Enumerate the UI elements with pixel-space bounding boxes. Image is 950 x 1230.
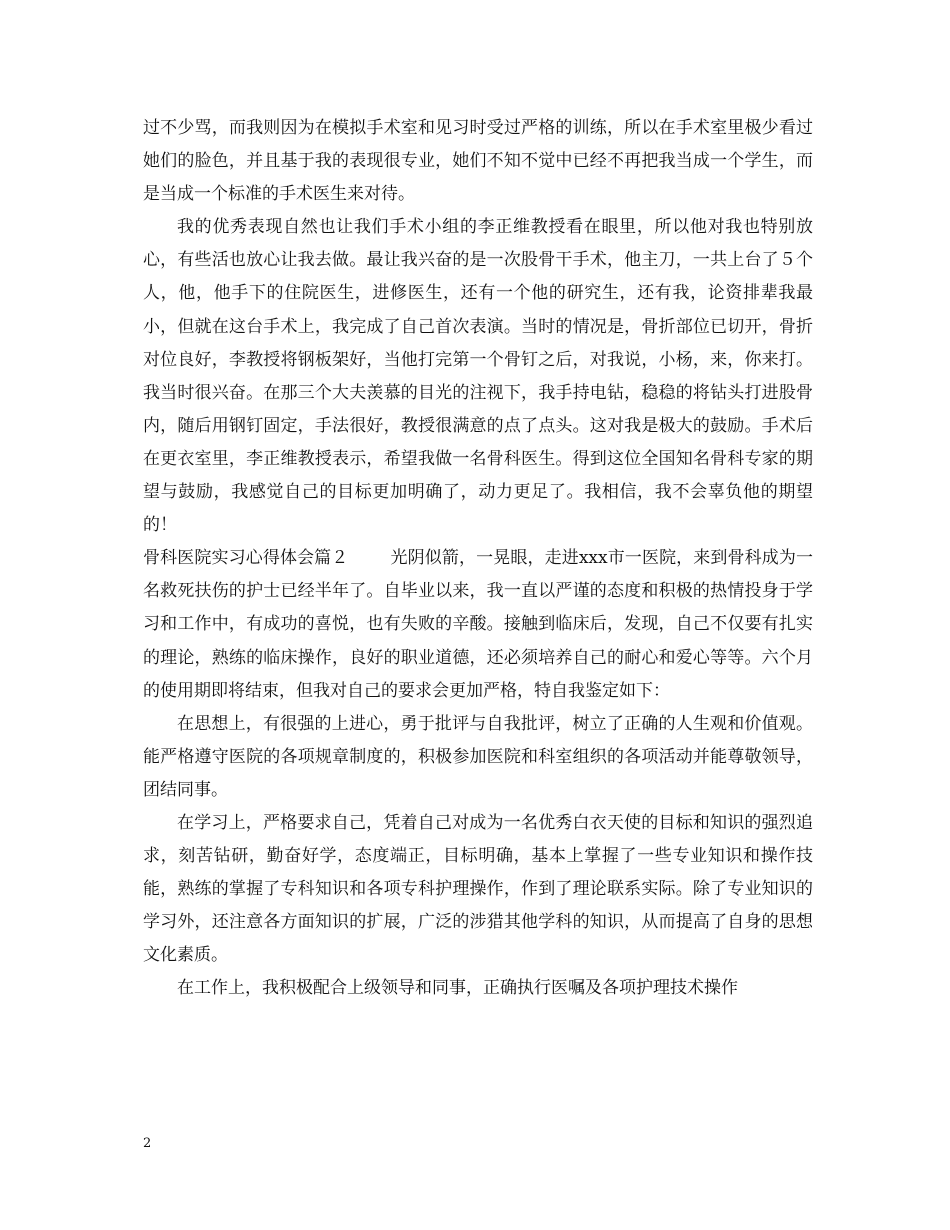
paragraph-study: 在学习上，严格要求自己，凭着自己对成为一名优秀白衣天使的目标和知识的强烈追求，刻苦钻研，勤奋好学，态度端正，目标明确，基本上掌握了一些专业知识和操作技能，熟练的掌握了专科知识和各项专科护理操作，作到了理论联系实际。除了专业知识的学习外，还注意各方面知识的扩展，广泛的涉猎其他学科的知识，从而提高了自身的思想文化素质。 bbox=[143, 812, 813, 966]
paragraph-continuation: 过不少骂，而我则因为在模拟手术室和见习时受过严格的训练，所以在手术室里极少看过她们的脸色，并且基于我的表现很专业，她们不知不觉中已经不再把我当成一个学生，而是当成一个标准的手术医生来对待。 bbox=[143, 118, 813, 205]
section-title: 骨科医院实习心得体会篇２ bbox=[143, 548, 349, 569]
paragraph-work: 在工作上，我积极配合上级领导和同事，正确执行医嘱及各项护理技术操作 bbox=[177, 978, 738, 999]
section-intro-text: 光阴似箭，一晃眼，走进xxx市一医院，来到骨科成为一名救死扶伤的护士已经半年了。自毕业以来，我一直以严谨的态度和积极的热情投身于学习和工作中，有成功的喜悦，也有失败的辛酸。接触到临床后，发现，自己不仅要有扎实的理论，熟练的临床操作，良好的职业道德，还必须培养自己的耐心和爱心等等。六个月的使用期即将结束，但我对自己的要求会更加严格，特自我鉴定如下： bbox=[143, 548, 814, 701]
paragraph-thought: 在思想上，有很强的上进心，勇于批评与自我批评，树立了正确的人生观和价值观。能严格遵守医院的各项规章制度的，积极参加医院和科室组织的各项活动并能尊敬领导，团结同事。 bbox=[143, 713, 813, 800]
section-heading-paragraph bbox=[143, 542, 813, 707]
page-number: 2 bbox=[143, 1136, 152, 1151]
paragraph-professor-surgery: 我的优秀表现自然也让我们手术小组的李正维教授看在眼里，所以他对我也特别放心，有些活也放心让我去做。最让我兴奋的是一次股骨干手术，他主刀，一共上台了５个人，他，他手下的住院医生，进修医生，还有一个他的研究生，还有我，论资排辈我最小，但就在这台手术上，我完成了自己首次表演。当时的情况是，骨折部位已切开，骨折对位良好，李教授将钢板架好，当他打完第一个骨钉之后，对我说，小杨，来，你来打。我当时很兴奋。在那三个大夫羡慕的目光的注视下，我手持电钻，稳稳的将钻头打进股骨内，随后用钢钉固定，手法很好，教授很满意的点了点头。这对我是极大的鼓励。手术后在更衣室里，李正维教授表示，希望我做一名骨科医生。得到这位全国知名骨科专家的期望与鼓励，我感觉自己的目标更加明确了，动力更足了。我相信，我不会辜负他的期望的！ bbox=[143, 217, 813, 536]
document-body bbox=[143, 112, 813, 1006]
